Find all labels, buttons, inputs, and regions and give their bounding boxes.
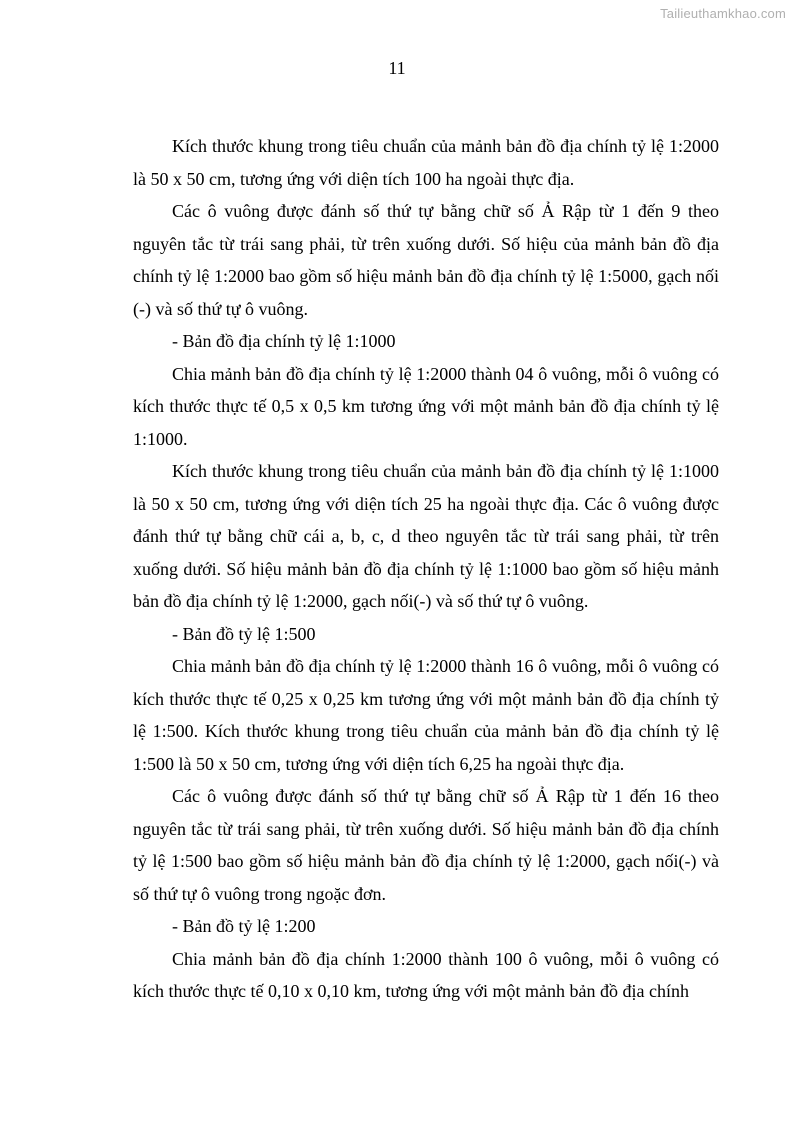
- heading-scale-1000: - Bản đồ địa chính tỷ lệ 1:1000: [172, 331, 396, 351]
- paragraph-numbering-500: Các ô vuông được đánh số thứ tự bằng chữ số Ả Rập từ 1 đến 16 theo nguyên tắc từ trái sang phải, từ trên xuống dưới. Số hiệu mảnh bản đồ địa chính tỷ lệ 1:500 bao gồm số hiệu mảnh bản đồ địa chính tỷ lệ 1:2000, gạch nối(-) và số thứ tự ô vuông trong ngoặc đơn.: [133, 786, 719, 904]
- page-number: 11: [388, 58, 406, 78]
- watermark-text: Tailieuthamkhao.com: [660, 6, 786, 21]
- paragraph-divide-500: Chia mảnh bản đồ địa chính tỷ lệ 1:2000 thành 16 ô vuông, mỗi ô vuông có kích thước thực tế 0,25 x 0,25 km tương ứng với một mảnh bản đồ địa chính tỷ lệ 1:500. Kích thước khung trong tiêu chuẩn của mảnh bản đồ địa chính tỷ lệ 1:500 là 50 x 50 cm, tương ứng với diện tích 6,25 ha ngoài thực địa.: [133, 656, 719, 774]
- paragraph-frame-size-1000: Kích thước khung trong tiêu chuẩn của mảnh bản đồ địa chính tỷ lệ 1:1000 là 50 x 50 cm, tương ứng với diện tích 25 ha ngoài thực địa. Các ô vuông được đánh thứ tự bằng chữ cái a, b, c, d theo nguyên tắc từ trái sang phải, từ trên xuống dưới. Số hiệu mảnh bản đồ địa chính tỷ lệ 1:1000 bao gồm số hiệu mảnh bản đồ địa chính tỷ lệ 1:2000, gạch nối(-) và số thứ tự ô vuông.: [133, 461, 719, 611]
- paragraph-divide-1000: Chia mảnh bản đồ địa chính tỷ lệ 1:2000 thành 04 ô vuông, mỗi ô vuông có kích thước thực tế 0,5 x 0,5 km tương ứng với một mảnh bản đồ địa chính tỷ lệ 1:1000.: [133, 363, 719, 449]
- document-body: [133, 130, 719, 1008]
- heading-scale-200: - Bản đồ tỷ lệ 1:200: [172, 916, 316, 936]
- heading-scale-500: - Bản đồ tỷ lệ 1:500: [172, 623, 316, 644]
- paragraph-divide-200: Chia mảnh bản đồ địa chính 1:2000 thành 100 ô vuông, mỗi ô vuông có kích thước thực tế 0,10 x 0,10 km, tương ứng với một mảnh bản đồ địa chính: [133, 948, 719, 1001]
- paragraph-numbering-2000: Các ô vuông được đánh số thứ tự bằng chữ số Ả Rập từ 1 đến 9 theo nguyên tắc từ trái sang phải, từ trên xuống dưới. Số hiệu của mảnh bản đồ địa chính tỷ lệ 1:2000 bao gồm số hiệu mảnh bản đồ địa chính tỷ lệ 1:5000, gạch nối (-) và số thứ tự ô vuông.: [133, 201, 719, 319]
- paragraph-frame-size-2000: Kích thước khung trong tiêu chuẩn của mảnh bản đồ địa chính tỷ lệ 1:2000 là 50 x 50 cm, tương ứng với diện tích 100 ha ngoài thực địa.: [133, 136, 719, 189]
